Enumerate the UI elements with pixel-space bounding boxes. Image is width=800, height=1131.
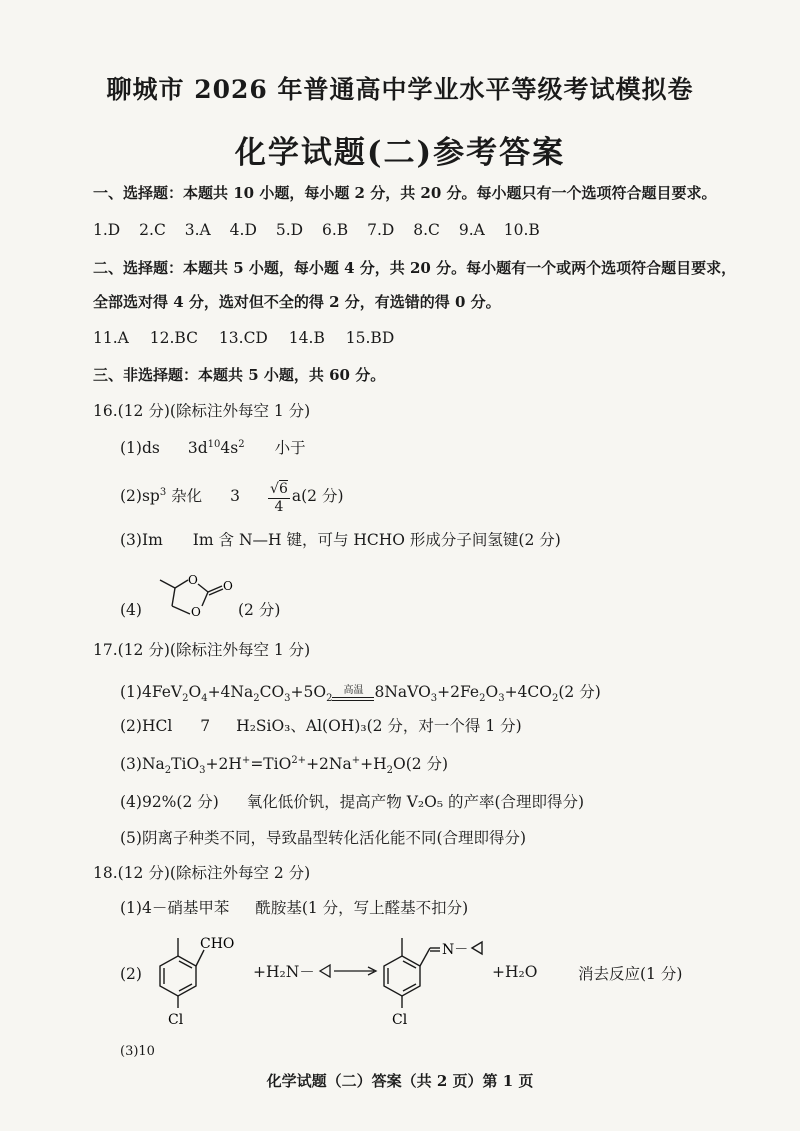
q16-part2 xyxy=(120,478,344,514)
answer-10: 10.B xyxy=(503,221,540,239)
q16-p1-sup2: 2 xyxy=(238,438,245,450)
q17-p2-label: (2)HCl xyxy=(120,717,173,735)
reactant-aldehyde-structure xyxy=(148,928,248,1032)
q18-p2-label: (2) xyxy=(120,965,142,983)
answer-15: 15.BD xyxy=(345,329,395,347)
q18-p2-water: +H₂O xyxy=(492,963,538,981)
q17-p4-text: 氧化低价钒，提高产物 V₂O₅ 的产率(合理即得分) xyxy=(246,793,585,811)
q17-part3-equation: $(3)Na_2TiO_3+2H^+=TiO^{2+}+2Na^++H_2O(2$ 分) xyxy=(120,754,449,777)
q16-p1-config: 3d xyxy=(187,439,208,457)
chloro-group: Cl xyxy=(168,1012,184,1028)
product-chloro-group: Cl xyxy=(392,1012,408,1028)
answer-9: 9.A xyxy=(458,221,485,239)
q17-p1-left: (1)4FeV xyxy=(120,683,183,701)
q16-part1 xyxy=(120,438,306,458)
answer-6: 6.B xyxy=(321,221,349,239)
cho-group: CHO xyxy=(200,936,235,952)
q18-part1 xyxy=(120,898,468,918)
q18-p1-text: 酰胺基(1 分，写上醛基不扣分) xyxy=(255,899,469,917)
cyclic-carbonate-structure xyxy=(150,562,240,624)
page-title: 化学试题(二)参考答案 xyxy=(234,135,566,171)
q16-p4-label: (4) xyxy=(120,601,142,619)
answer-14: 14.B xyxy=(288,329,325,347)
q17-p2-ans3: H₂SiO₃、Al(OH)₃(2 分，对一个得 1 分) xyxy=(236,717,522,735)
sqrt6-over-4-fraction: $\frac{√6}{4}$ xyxy=(270,480,288,515)
q16-p2-sup: 3 xyxy=(159,486,167,498)
imine-n: N－ xyxy=(442,942,469,958)
q17-p1-cond: 高温 xyxy=(343,685,364,696)
answer-12: 12.BC xyxy=(149,329,198,347)
reaction-condition xyxy=(332,685,374,701)
q17-p3-tail: (2 分) xyxy=(405,755,449,773)
q16-p2-label: (2)sp xyxy=(120,487,160,505)
q16-p2-text: 杂化 xyxy=(166,487,203,505)
ring-oxygen-2: O xyxy=(191,605,201,619)
ring-oxygen-1: O xyxy=(188,573,198,587)
section2-heading-1: 二、选择题：本题共 5 小题，每小题 4 分，共 20 分。每小题有一个或两个选项符合题目要求， xyxy=(93,259,737,277)
q18-p2-reagent-text: +H₂N－ xyxy=(253,963,315,981)
answer-5: 5.D xyxy=(275,221,304,239)
page-footer: 化学试题（二）答案（共 2 页）第 1 页 xyxy=(266,1072,534,1090)
product-imine-structure xyxy=(372,928,492,1032)
q16-p2-frac-num: 6 xyxy=(278,480,288,497)
q18-p2-reagent xyxy=(253,962,315,982)
q17-part2 xyxy=(120,716,522,736)
q16-header: 16.(12 分)(除标注外每空 1 分) xyxy=(93,402,311,420)
answer-7: 7.D xyxy=(367,221,395,239)
q17-p1-tail: (2 分) xyxy=(558,683,601,701)
q18-part3: (3)10 xyxy=(120,1044,155,1059)
answer-11: 11.A xyxy=(93,329,129,347)
section1-answers xyxy=(93,220,540,240)
q17-p3-label: (3) xyxy=(120,755,142,773)
q17-header: 17.(12 分)(除标注外每空 1 分) xyxy=(93,641,311,659)
q16-p3-text: Im 含 N—H 键，可与 HCHO 形成分子间氢键(2 分) xyxy=(192,531,561,549)
q18-p2-type: 消去反应(1 分) xyxy=(578,965,683,983)
answer-1: 1.D xyxy=(93,221,121,239)
answer-13: 13.CD xyxy=(218,329,268,347)
answer-4: 4.D xyxy=(229,221,257,239)
q16-p1-mid: 4s xyxy=(220,439,239,457)
q16-p3-label: (3)Im xyxy=(120,531,163,549)
q17-p1-right: 8NaVO xyxy=(374,683,431,701)
q16-p1-label: (1)ds xyxy=(120,439,160,457)
section2-answers xyxy=(93,328,394,348)
section3-heading: 三、非选择题：本题共 5 小题，共 60 分。 xyxy=(93,366,386,384)
q16-p2-frac-den: 4 xyxy=(274,498,284,515)
cyclopropyl-ring-icon xyxy=(320,965,330,977)
section1-heading: 一、选择题：本题共 10 小题，每小题 2 分，共 20 分。每小题只有一个选项符合题目要求。 xyxy=(93,184,717,202)
q16-p2-tail: a(2 分) xyxy=(291,487,344,505)
q16-part3 xyxy=(120,530,561,550)
answer-3: 3.A xyxy=(184,221,211,239)
section2-heading-2: 全部选对得 4 分，选对但不全的得 2 分，有选错的得 0 分。 xyxy=(93,293,501,311)
exam-title: 聊城市 2026 年普通高中学业水平等级考试模拟卷 xyxy=(106,75,694,104)
q17-p2-ans2: 7 xyxy=(200,717,211,735)
answer-2: 2.C xyxy=(139,221,166,239)
q16-p1-ans3: 小于 xyxy=(274,439,306,457)
q16-p4-tail: (2 分) xyxy=(238,601,281,619)
q17-part1-equation: $(1)4FeV_2O_4+4Na_2CO_3+5O_2$ 高温 $8NaVO_3+2Fe_2O_3+4CO_2(2$ 分) xyxy=(120,683,601,705)
answer-8: 8.C xyxy=(413,221,440,239)
carbonyl-oxygen: O xyxy=(223,579,233,593)
q17-part5: (5)阴离子种类不同，导致晶型转化活化能不同(合理即得分) xyxy=(120,829,527,847)
q16-p1-sup1: 10 xyxy=(207,438,221,450)
q17-part4 xyxy=(120,792,584,812)
q16-p2-ans2: 3 xyxy=(230,487,241,505)
q18-header: 18.(12 分)(除标注外每空 2 分) xyxy=(93,864,311,882)
q17-p4-label: (4)92%(2 分) xyxy=(120,793,219,811)
q18-p1-label: (1)4－硝基甲苯 xyxy=(120,899,230,917)
